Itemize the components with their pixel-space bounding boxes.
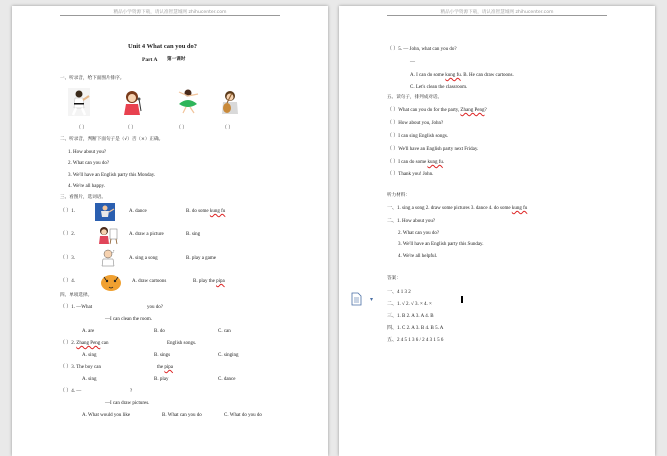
s5-item-2: （ ）How about you, John? (387, 121, 444, 126)
page-header: 精品小学资源下载，请认准智慧城网 zhihucenter.com (440, 10, 554, 15)
q3-option-a: A. sing (82, 377, 97, 382)
q4-answer-line: —I can draw pictures. (105, 401, 150, 406)
document-page-right (339, 6, 655, 456)
q5-stem: （ ）5. — John, what can you do? (387, 47, 457, 52)
q4-option-b: B. What can you do (162, 413, 202, 418)
singing-girl-picture (120, 89, 144, 116)
q3-option-c: C. dance (218, 377, 236, 382)
s2-item-2: 2. What can you do? (68, 161, 110, 166)
listening-part-2-line-3: 3. We'll have an English party this Sunday. (398, 242, 484, 247)
comment-note-icon[interactable] (351, 292, 362, 306)
listening-part-2-line-1: 二、1. How about you? (387, 219, 436, 224)
answer-4: 四、1. C 2. A 3. B 4. B 5. A (387, 326, 444, 331)
s3-item-2-option-a: A. draw a picture (129, 232, 164, 237)
s3-item-1-number: （ ）1. (60, 209, 76, 214)
q4-stem-tail: ? (130, 389, 133, 394)
s1-blank-2[interactable]: （ ） (125, 126, 137, 131)
q4-option-c: C. What do you do (224, 413, 262, 418)
q1-option-a: A. are (82, 329, 95, 334)
s1-blank-3[interactable]: （ ） (176, 126, 188, 131)
s3-item-2-option-b: B. sing (186, 232, 201, 237)
s2-item-3: 3. We'll have an English party this Monday. (68, 173, 156, 178)
karate-boy-picture (68, 88, 90, 116)
part-label: Part A (142, 57, 158, 63)
q2-option-c: C. singing (218, 353, 239, 358)
s3-item-1-option-b: B. do some kung fu (186, 209, 226, 214)
section-5-heading: 五、读句子，排列成对话。 (387, 95, 443, 100)
s1-blank-1[interactable]: （ ） (76, 126, 88, 131)
header-rule (60, 15, 280, 16)
q1-option-b: B. do (154, 329, 165, 334)
q2-stem: （ ）2. Zhang Peng can (60, 341, 109, 346)
q5-options-ab: A. I can do some kung fu. B. He can draw cartoons. (410, 73, 514, 78)
q2-option-b: B. sings (154, 353, 171, 358)
listening-material-heading: 听力材料： (387, 193, 410, 198)
kung-fu-picture (95, 203, 115, 221)
s5-item-5: （ ）I can do some kung fu. (387, 160, 445, 165)
s5-item-1: （ ）What can you do for the party, Zhang Peng? (387, 108, 487, 113)
s2-item-4: 4. We're all happy. (68, 184, 105, 189)
girl-with-pipa-picture (218, 89, 242, 116)
answer-heading: 答案： (387, 276, 401, 281)
dropdown-arrow-icon[interactable]: ▾ (370, 296, 374, 303)
s1-blank-4[interactable]: （ ） (222, 126, 234, 131)
s3-item-3-option-a: A. sing a song (129, 256, 158, 261)
header-rule (387, 15, 607, 16)
s3-item-3-option-b: B. play a game (186, 256, 216, 261)
q1-stem: （ ）1. —What (60, 305, 93, 310)
listening-part-1: 一、1. sing a song 2. draw some pictures 3. dance 4. do some kung fu (387, 206, 528, 211)
text-cursor (461, 296, 463, 303)
listening-part-2-line-2: 2. What can you do? (398, 231, 440, 236)
q3-stem: （ ）3. The boy can (60, 365, 101, 370)
s3-item-4-option-a: A. draw cartoons (132, 279, 167, 284)
singing-child-picture (100, 249, 116, 267)
q4-stem: （ ）4. — (60, 389, 82, 394)
page-header: 精品小学资源下载，请认准智慧城网 zhihucenter.com (113, 10, 227, 15)
answer-1: 一、4 1 3 2 (387, 290, 411, 295)
section-2-heading: 二、听录音，判断下面句子是（√）否（×）正确。 (60, 137, 164, 142)
q1-stem-tail: you do? (147, 305, 163, 310)
cartoon-tiger-picture (100, 272, 122, 292)
q3-option-b: B. play (154, 377, 169, 382)
answer-5: 五、2 4 5 1 3 6 / 2 4 3 1 5 6 (387, 338, 444, 343)
q5-option-c: C. Let's clean the classroom. (410, 85, 468, 90)
s5-item-3: （ ）I can sing English songs. (387, 134, 449, 139)
s3-item-4-number: （ ）4. (60, 279, 76, 284)
q3-stem-tail: the pipa (157, 365, 173, 370)
s2-item-1: 1. How about you? (68, 150, 107, 155)
s5-item-6: （ ）Thank you! John. (387, 172, 434, 177)
section-3-heading: 三、看图片，选词语。 (60, 195, 106, 200)
document-page-left (12, 6, 328, 456)
q5-answer-line: — (410, 60, 415, 65)
s3-item-4-option-b: B. play the pipa (193, 279, 225, 284)
drawing-girl-picture (96, 225, 118, 245)
part-tag: 第一课时 (167, 57, 186, 62)
section-4-heading: 四、单项选择。 (60, 293, 93, 298)
answer-3: 三、1. B 2. A 3. A 4. B (387, 314, 434, 319)
s3-item-2-number: （ ）2. (60, 232, 76, 237)
q2-stem-tail: English songs. (167, 341, 197, 346)
s5-item-4: （ ）We'll have an English party next Friday. (387, 147, 479, 152)
q4-option-a: A. What would you like (82, 413, 131, 418)
answer-2: 二、1. √ 2. √ 3. × 4. × (387, 302, 432, 307)
section-1-heading: 一、听录音，给下面图片排序。 (60, 76, 125, 81)
dancing-girl-picture (175, 88, 201, 114)
listening-part-2-line-4: 4. We're all helpful. (398, 254, 438, 259)
q1-option-c: C. can (218, 329, 231, 334)
svg-text:♪: ♪ (112, 249, 115, 254)
s3-item-1-option-a: A. dance (129, 209, 147, 214)
q1-answer-line: —I can clean the room. (105, 317, 153, 322)
s3-item-3-number: （ ）3. (60, 256, 76, 261)
q2-option-a: A. sing (82, 353, 97, 358)
unit-title: Unit 4 What can you do? (128, 43, 198, 50)
